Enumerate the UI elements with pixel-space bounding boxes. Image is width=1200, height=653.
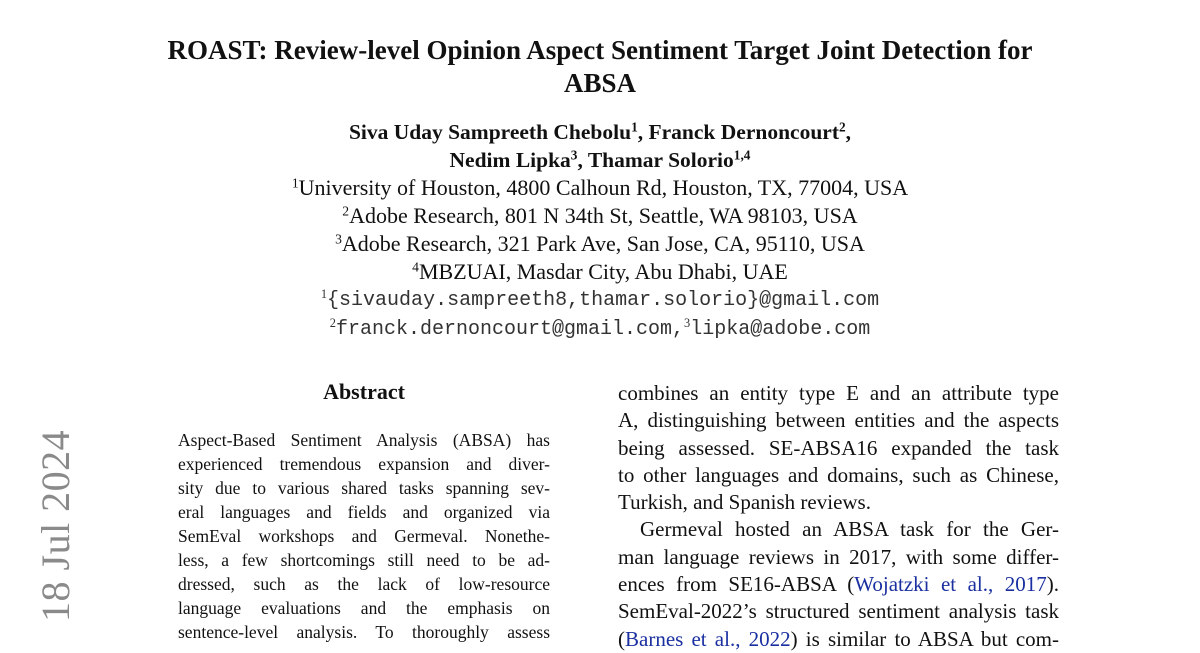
abstract-line: sity due to various shared tasks spanning sev-: [178, 478, 550, 498]
abstract-line: Aspect-Based Sentiment Analysis (ABSA) has: [178, 430, 550, 450]
affiliation: [200, 230, 1000, 258]
body-text: (: [618, 626, 625, 651]
email-mark: 3: [684, 316, 691, 331]
body-line: [618, 571, 1059, 598]
abstract-line: experienced tremendous expansion and diver-: [178, 454, 550, 474]
abstract-line: dressed, such as the lack of low-resource: [178, 574, 550, 594]
body-line: being assessed. SE-ABSA16 expanded the task: [618, 435, 1059, 460]
body-text: ences from SE16-ABSA (: [618, 572, 855, 597]
affiliation: [200, 202, 1000, 230]
affiliation-text: MBZUAI, Masdar City, Abu Dhabi, UAE: [418, 259, 788, 284]
body-line: A, distinguishing between entities and the aspects: [618, 408, 1059, 433]
author-separator: ,: [637, 120, 649, 144]
author-affil-mark: 3: [570, 147, 578, 163]
author-name: Thamar Solorio: [587, 148, 734, 172]
body-column-right: [618, 380, 1059, 653]
email-line: [200, 315, 1000, 344]
body-text: ).: [1046, 572, 1059, 597]
author-name: Siva Uday Sampreeth Chebolu: [348, 120, 632, 144]
abstract-line: language evaluations and the emphasis on: [178, 598, 550, 618]
email-address[interactable]: lipka@adobe.com: [690, 318, 871, 341]
author-separator: ,: [577, 148, 588, 172]
title-line: ROAST: Review-level Opinion Aspect Sentiment Target Joint Detection for: [167, 35, 1033, 65]
author-line: [200, 146, 1000, 174]
author-affil-mark: 1: [631, 119, 638, 135]
affiliation: [200, 258, 1000, 286]
author-name: Franck Dernoncourt: [648, 120, 839, 144]
author-list: [200, 118, 1000, 174]
email-mark: 2: [329, 316, 336, 331]
affiliation-list: [200, 174, 1000, 286]
body-line: Turkish, and Spanish reviews.: [618, 490, 871, 515]
email-list: [200, 286, 1000, 344]
abstract-heading: Abstract: [323, 379, 405, 404]
email-mark: 1: [320, 287, 328, 302]
abstract-body: [178, 428, 550, 644]
body-line: SemEval-2022’s structured sentiment analysis task: [618, 599, 1059, 624]
affiliation-text: Adobe Research, 321 Park Ave, San Jose, CA, 95110, USA: [341, 231, 865, 256]
abstract-line: eral languages and fields and organized via: [178, 502, 550, 522]
paper-title: [120, 34, 1080, 100]
email-address[interactable]: {sivauday.sampreeth8,thamar.solorio}@gmail.com: [327, 289, 880, 312]
body-line: to other languages and domains, such as Chinese,: [618, 462, 1059, 487]
body-line: [618, 626, 1059, 653]
affiliation-text: Adobe Research, 801 N 34th St, Seattle, WA 98103, USA: [349, 203, 858, 228]
body-line: combines an entity type E and an attribute type: [618, 381, 1059, 405]
affiliation: [200, 174, 1000, 202]
author-name: Nedim Lipka: [449, 148, 571, 172]
title-line: ABSA: [563, 68, 637, 98]
affiliation-mark: 1: [291, 175, 299, 191]
abstract-line: less, a few shortcomings still need to be ad-: [178, 550, 550, 570]
citation-link[interactable]: Wojatzki et al., 2017: [854, 572, 1047, 597]
body-line: Germeval hosted an ABSA task for the Ger-: [640, 517, 1059, 542]
email-line: [200, 286, 1000, 315]
author-affil-mark: 1,4: [733, 147, 751, 163]
affiliation-mark: 4: [412, 259, 419, 275]
affiliation-mark: 2: [342, 203, 350, 219]
author-affil-mark: 2: [839, 119, 846, 135]
abstract-line: SemEval workshops and Germeval. Nonethe-: [178, 526, 550, 546]
body-line: man language reviews in 2017, with some differ-: [618, 544, 1059, 569]
body-text: ) is similar to ABSA but com-: [790, 626, 1060, 651]
email-address[interactable]: franck.dernoncourt@gmail.com,: [335, 318, 685, 341]
affiliation-text: University of Houston, 4800 Calhoun Rd, Houston, TX, 77004, USA: [298, 175, 909, 200]
abstract-line: sentence-level analysis. To thoroughly assess: [178, 622, 550, 642]
citation-link[interactable]: Barnes et al., 2022: [625, 626, 791, 651]
affiliation-mark: 3: [335, 231, 342, 247]
author-line: [200, 118, 1000, 146]
author-separator: ,: [845, 120, 852, 144]
arxiv-date-stamp: 18 Jul 2024: [33, 429, 78, 622]
